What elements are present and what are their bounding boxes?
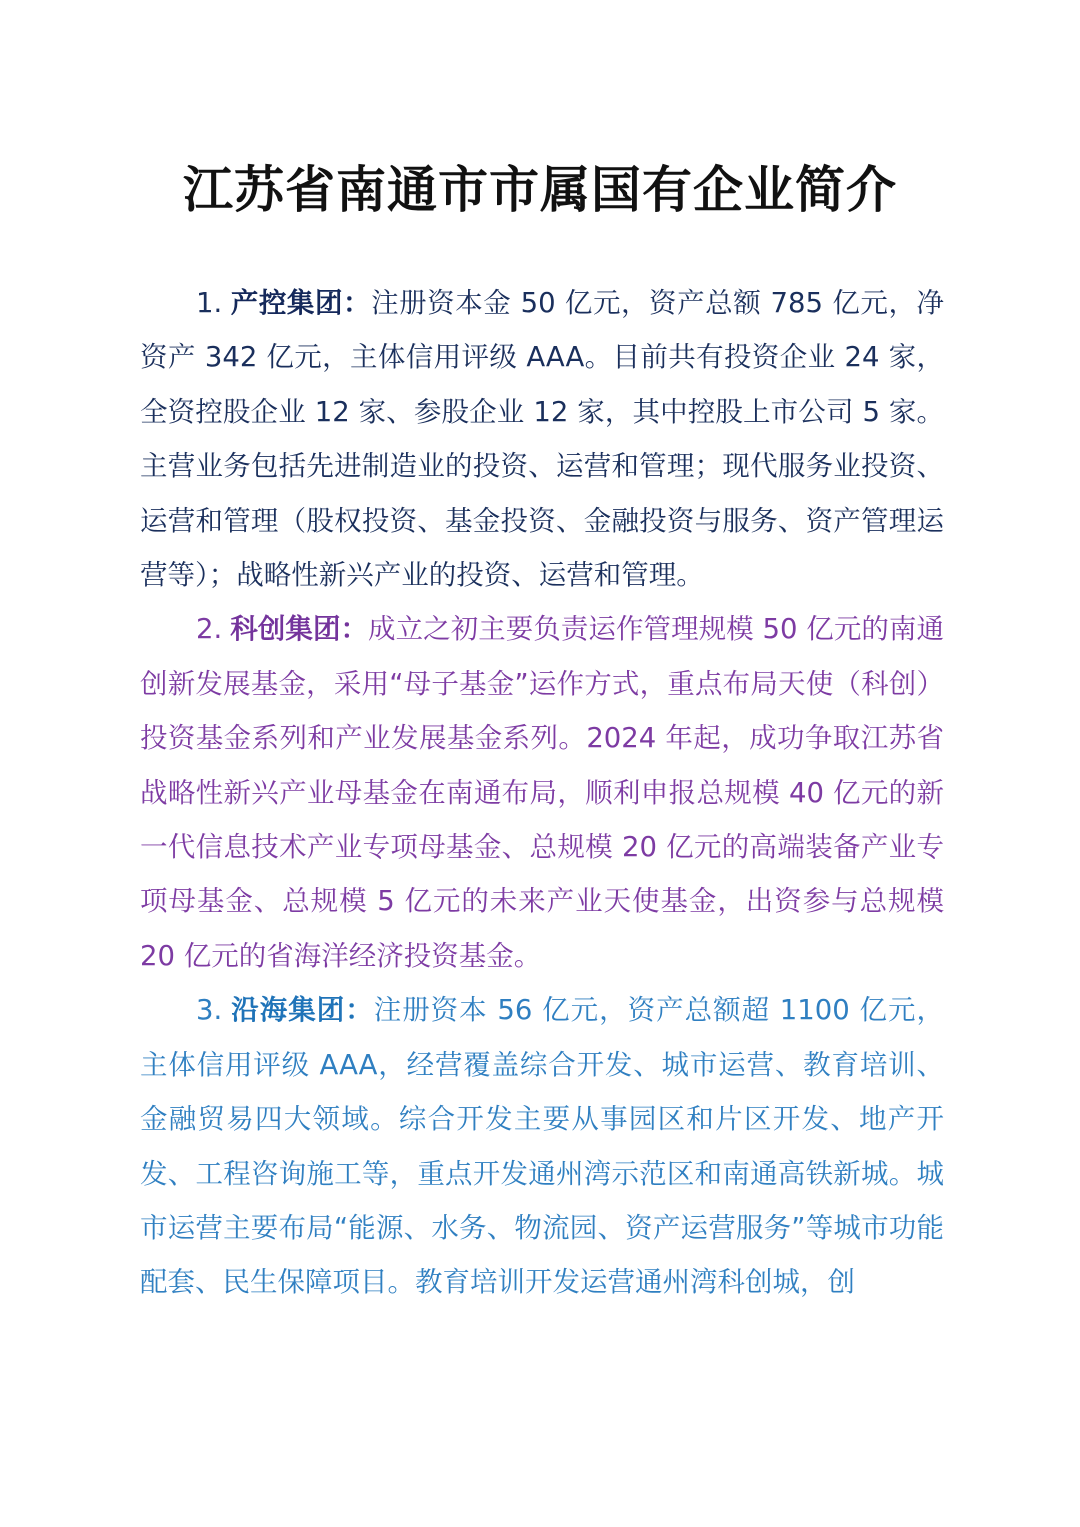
- entry-paragraph: [140, 602, 944, 983]
- entry-company-name: 产控集团：: [230, 287, 372, 319]
- entry-text: 成立之初主要负责运作管理规模 50 亿元的南通创新发展基金，采用“母子基金”运作方式，重点布局天使（科创）投资基金系列和产业发展基金系列。2024 年起，成功争取江苏省战略性新兴产业母基金在南通布局，顺利申报总规模 40 亿元的新一代信息技术产业专项母基金、总规模 20 亿元的高端装备产业专项母基金、总规模 5 亿元的未来产业天使基金，出资参与总规模 20 亿元的省海洋经济投资基金。: [140, 613, 944, 972]
- document-body: [140, 276, 944, 1310]
- entry-number: 3.: [196, 994, 223, 1027]
- entry-number: 2.: [196, 613, 223, 646]
- entry-number: 1.: [196, 287, 223, 319]
- entry-text: 注册资本金 50 亿元，资产总额 785 亿元，净资产 342 亿元，主体信用评级 AAA。目前共有投资企业 24 家，全资控股企业 12 家、参股企业 12 家，其中控股上市公司 5 家。主营业务包括先进制造业的投资、运营和管理；现代服务业投资、运营和管理（股权投资、基金投资、金融投资与服务、资产管理运营等）；战略性新兴产业的投资、运营和管理。: [140, 287, 944, 592]
- entry-company-name: 沿海集团：: [230, 994, 374, 1027]
- entry-company-name: 科创集团：: [230, 613, 369, 646]
- entry-text: 注册资本 56 亿元，资产总额超 1100 亿元，主体信用评级 AAA，经营覆盖综合开发、城市运营、教育培训、金融贸易四大领域。综合开发主要从事园区和片区开发、地产开发、工程咨询施工等，重点开发通州湾示范区和南通高铁新城。城市运营主要布局“能源、水务、物流园、资产运营服务”等城市功能配套、民生保障项目。教育培训开发运营通州湾科创城，创: [140, 994, 944, 1299]
- entry-paragraph: [140, 276, 944, 602]
- entry-paragraph: [140, 983, 944, 1309]
- document-title: 江苏省南通市市属国有企业简介: [183, 160, 897, 219]
